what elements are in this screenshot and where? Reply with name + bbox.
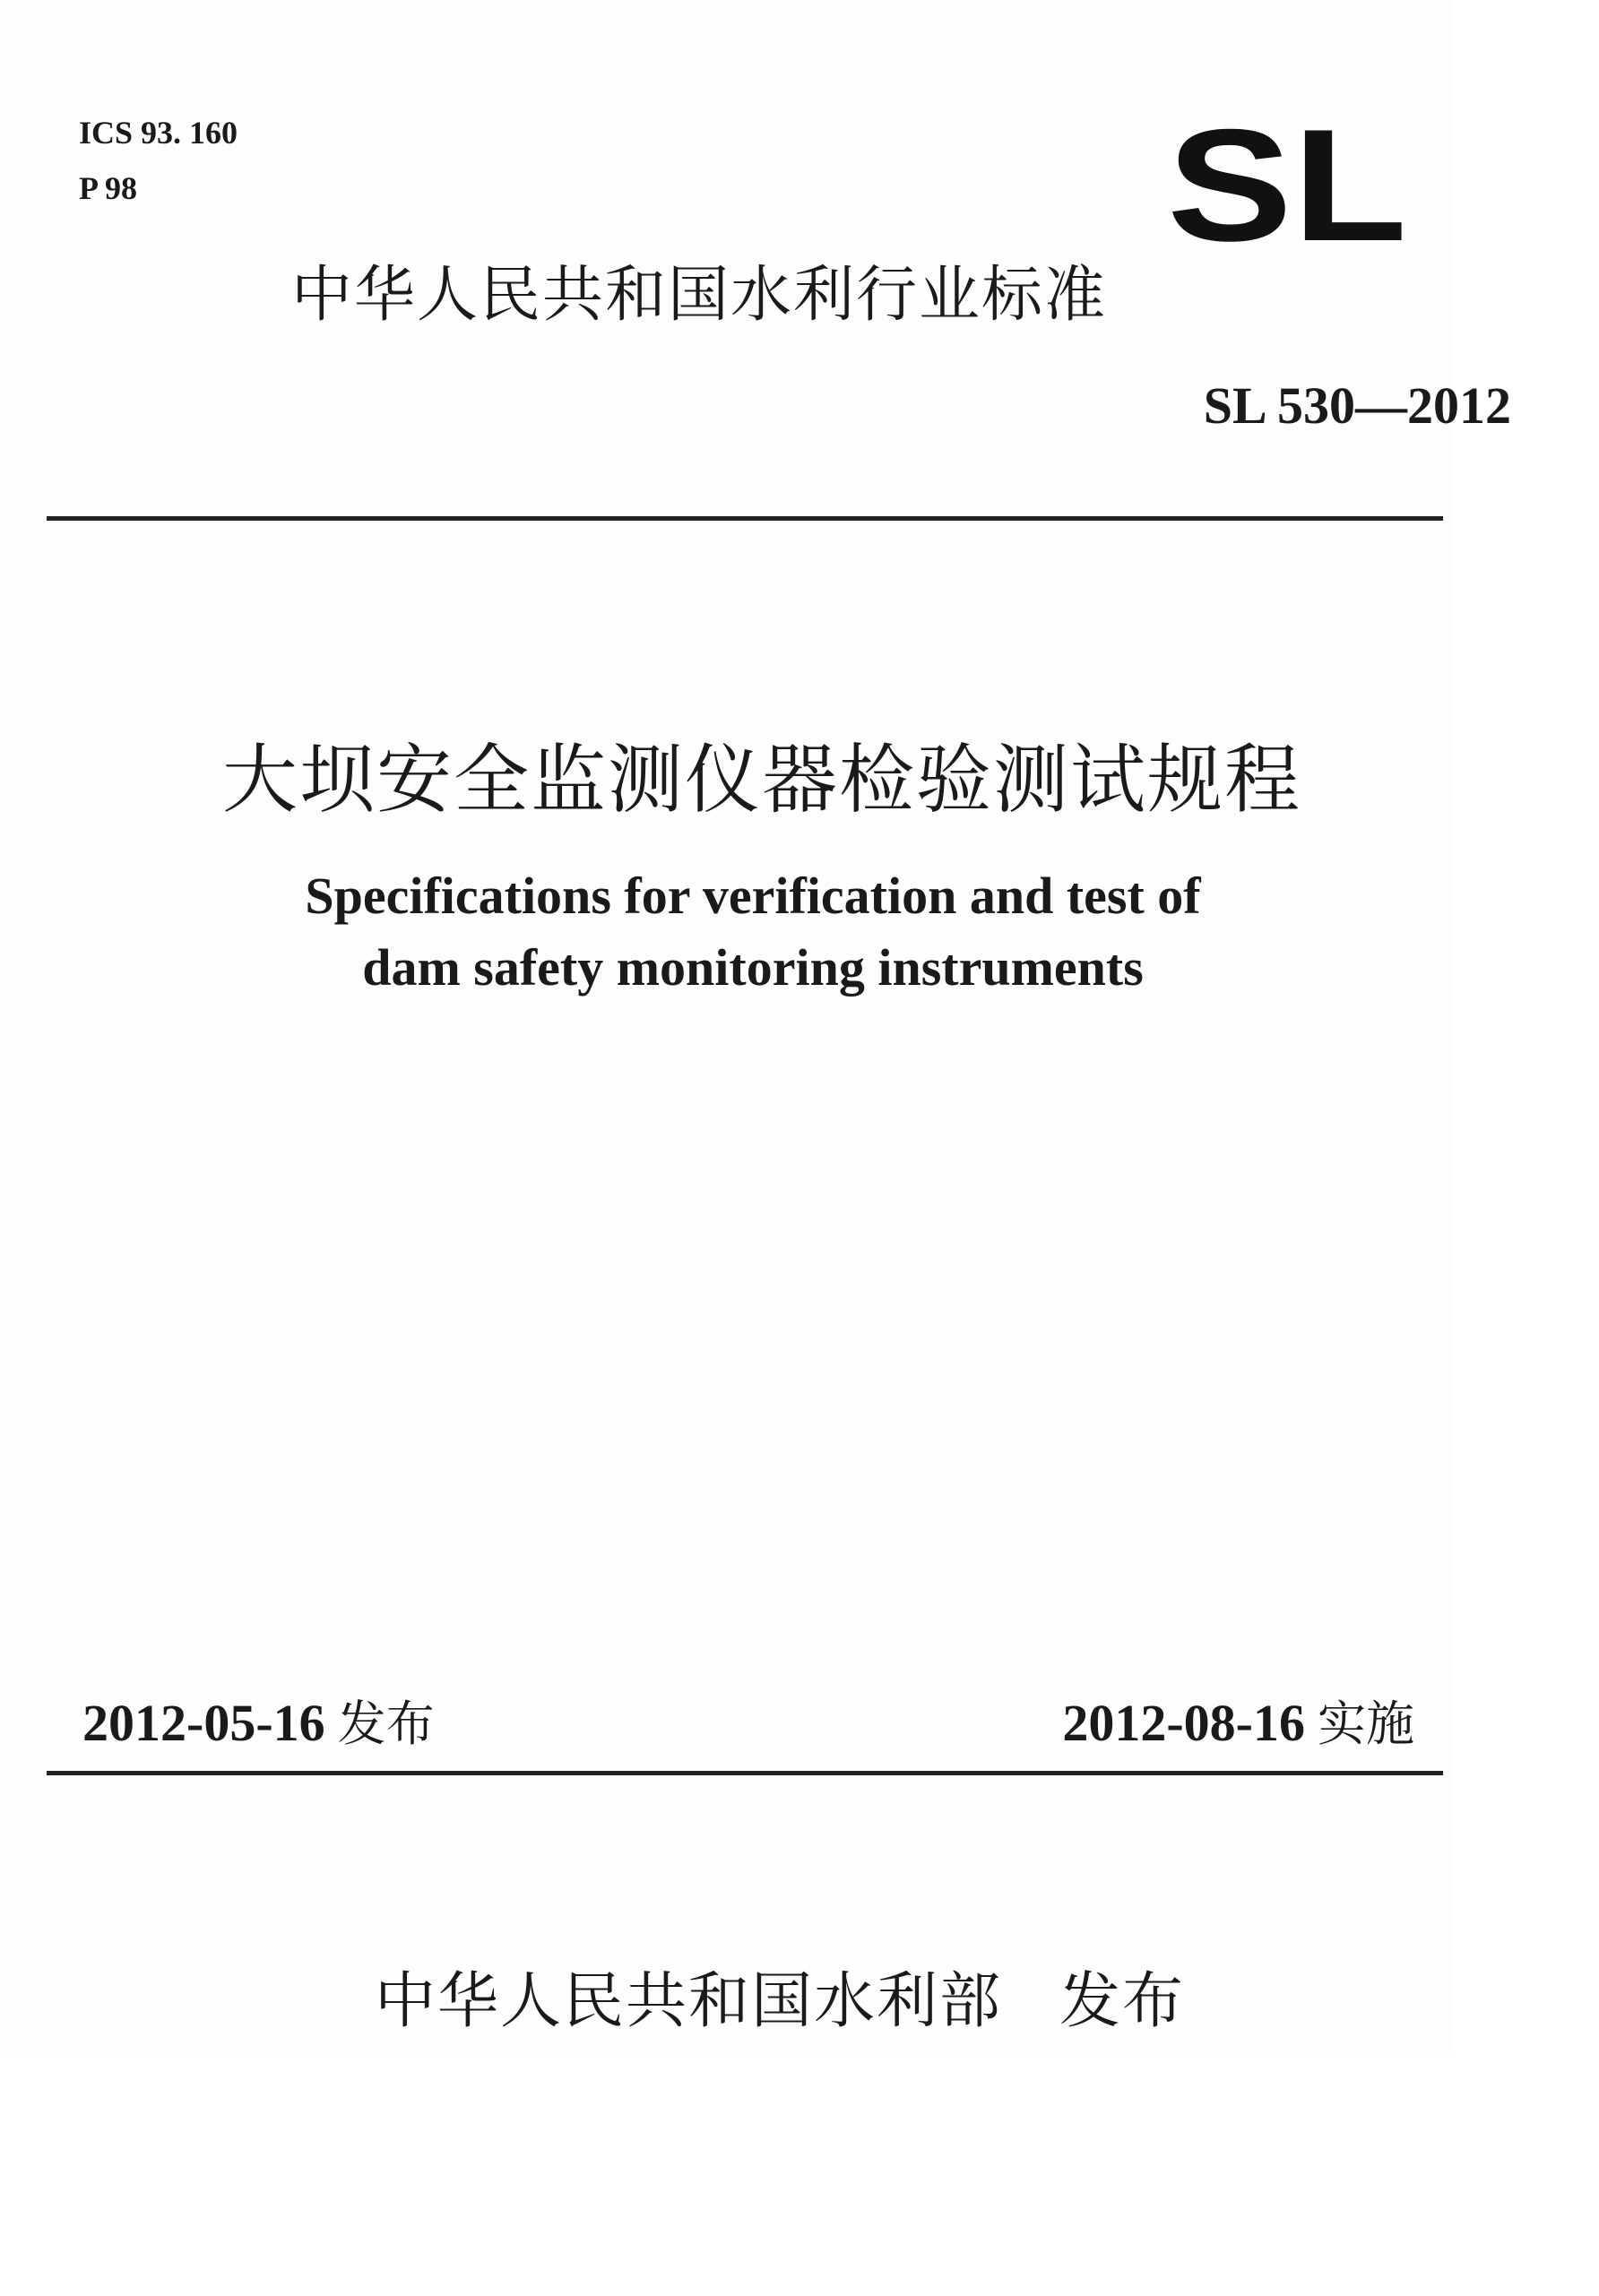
issue-date: 2012-05-16 — [82, 1694, 325, 1752]
english-title-line-2: dam safety monitoring instruments — [362, 938, 1144, 997]
english-title-line-1: Specifications for verification and test of — [305, 867, 1201, 925]
chinese-title-text: 大坝安全监测仪器检验测试规程 — [221, 736, 1301, 824]
implement-label: 实施 — [1318, 1696, 1414, 1752]
issue-date-block — [82, 1692, 435, 1756]
chinese-title — [0, 735, 1452, 824]
bottom-divider — [47, 1771, 1443, 1775]
sl-logo-text: SL — [1167, 125, 1407, 246]
sl-logo — [1167, 125, 1409, 246]
implement-date-block — [1062, 1692, 1414, 1756]
industry-standard-heading — [0, 260, 1452, 332]
industry-standard-text: 中华人民共和国水利行业标准 — [290, 260, 1107, 331]
classification-code: P 98 — [79, 170, 138, 206]
issue-label: 发布 — [337, 1696, 435, 1752]
ics-code: ICS 93. 160 — [79, 115, 238, 151]
publisher-name: 中华人民共和国水利部 — [374, 1966, 1002, 2037]
implement-date: 2012-08-16 — [1062, 1694, 1305, 1752]
top-divider — [47, 516, 1443, 521]
publish-label: 发布 — [1059, 1966, 1186, 2037]
publisher-line — [0, 1966, 1452, 2038]
standard-number: SL 530—2012 — [1203, 376, 1511, 435]
